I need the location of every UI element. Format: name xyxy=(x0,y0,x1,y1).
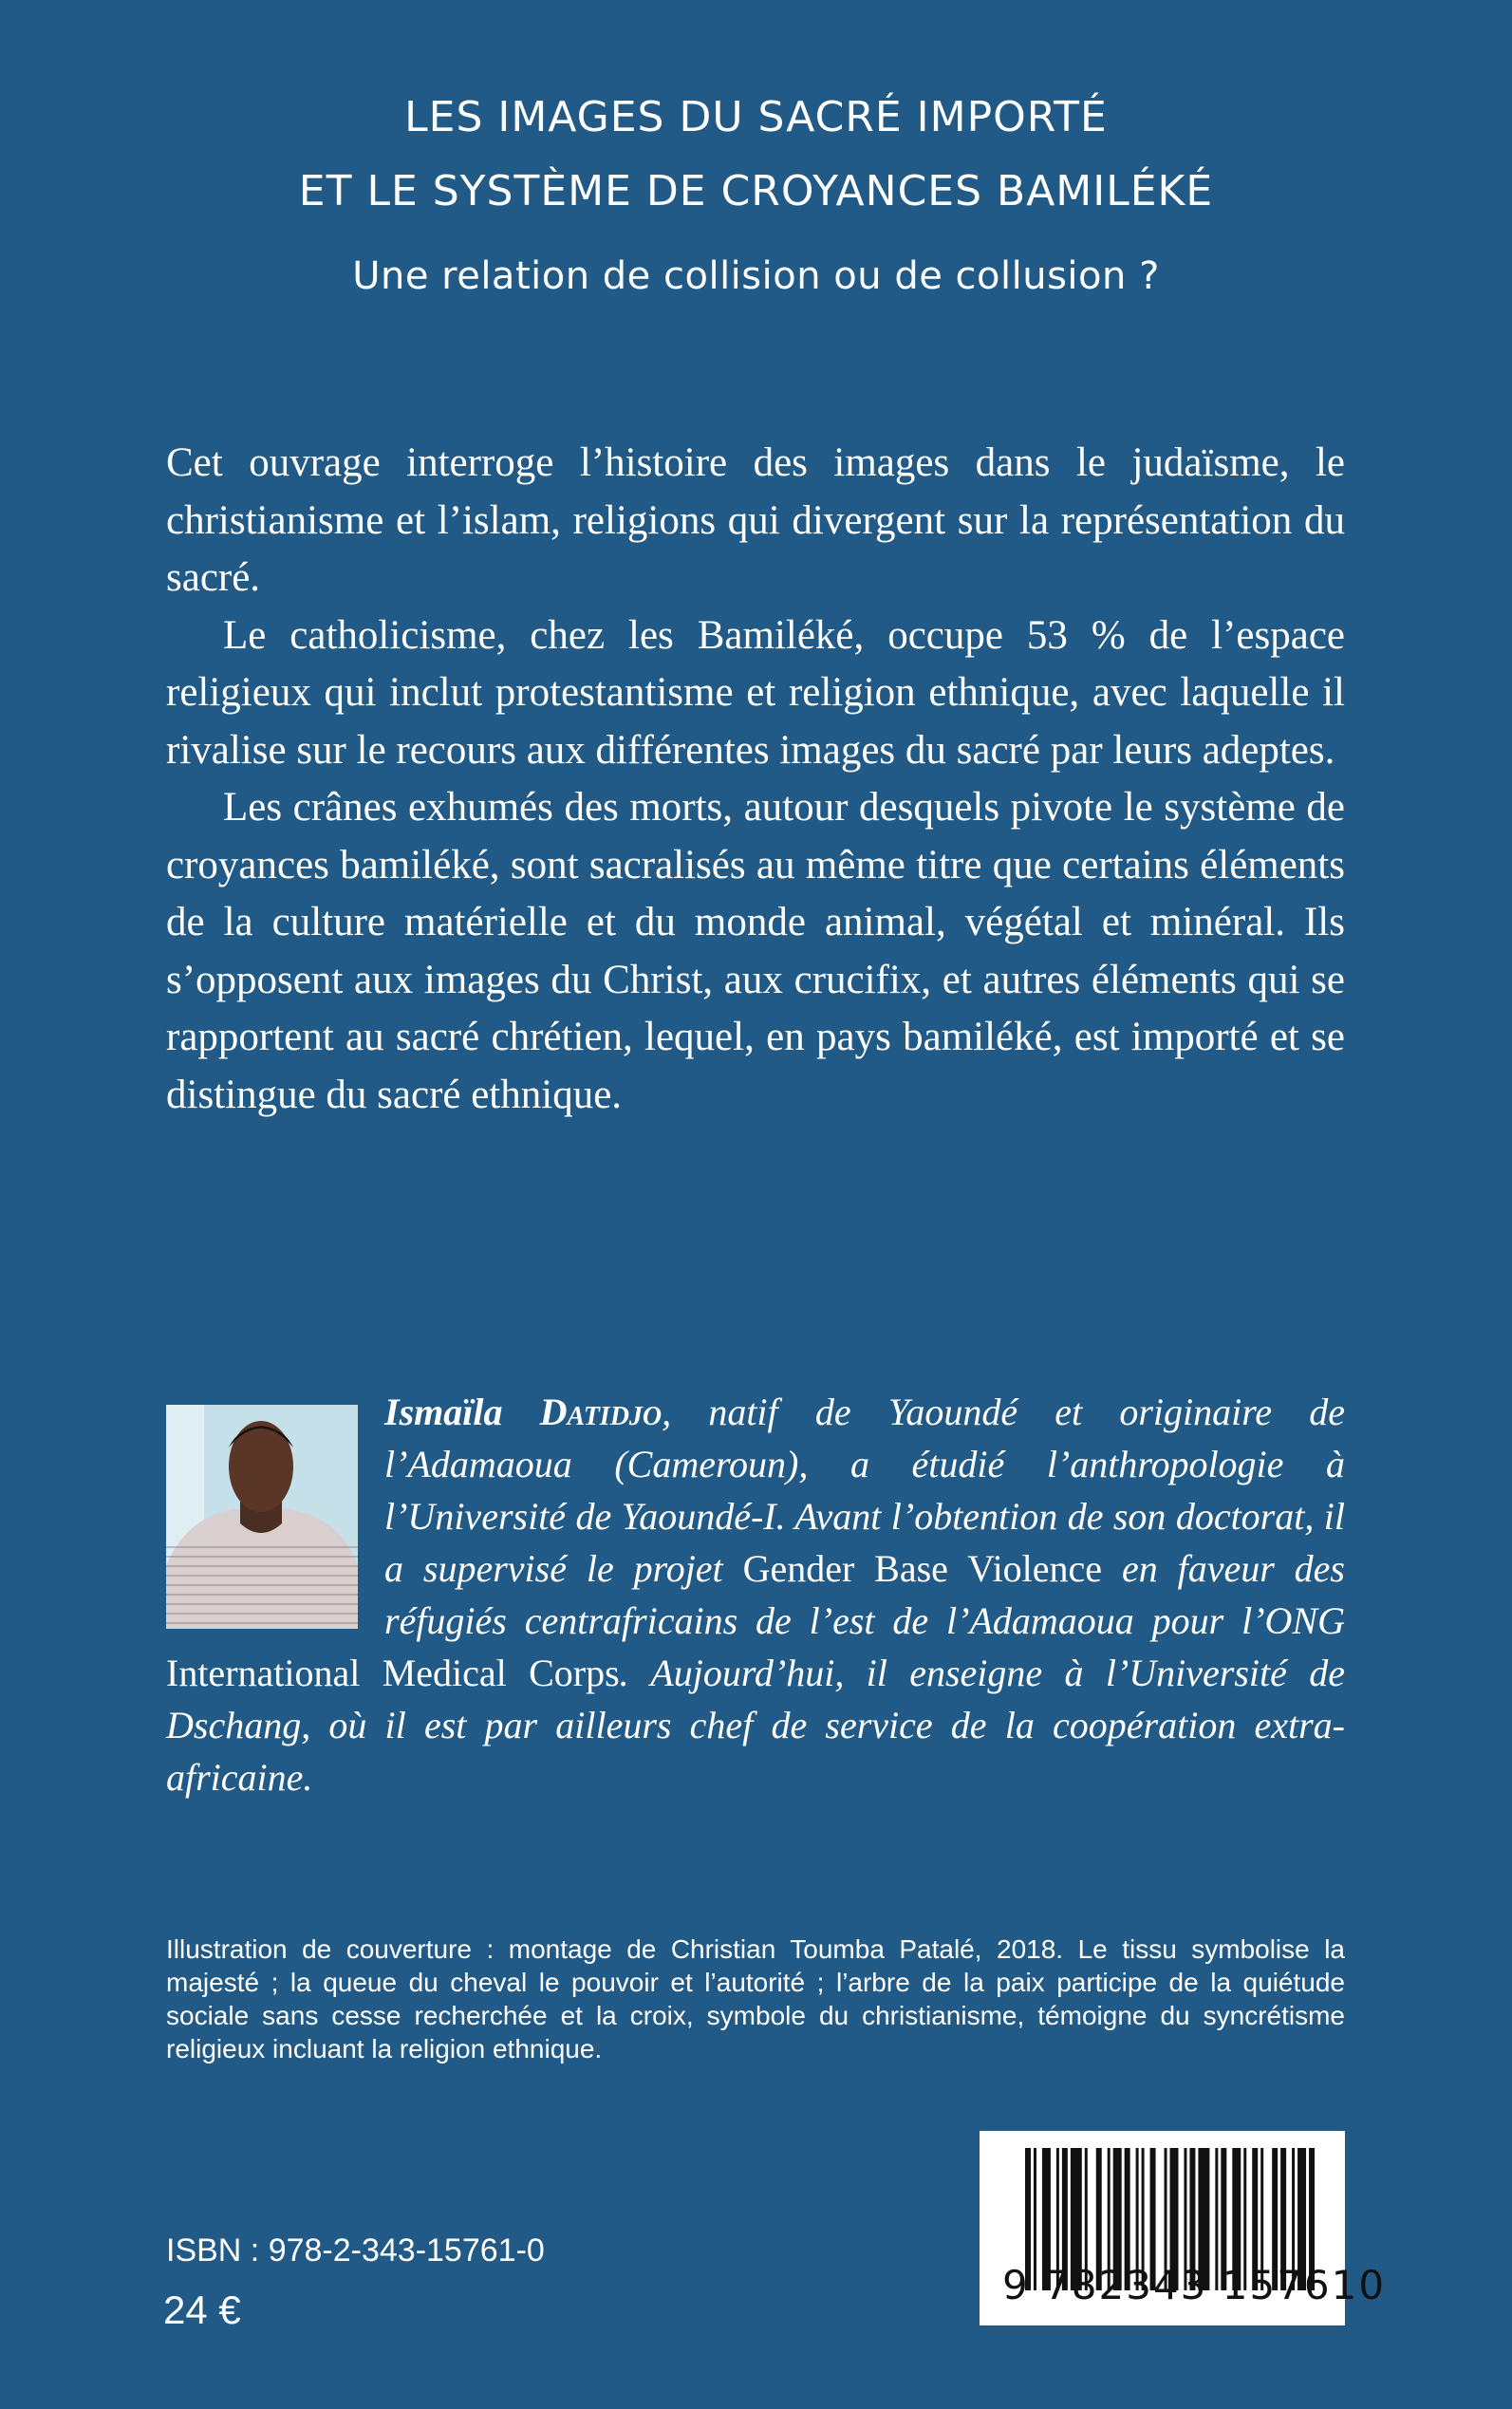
barcode-number: 9 782343 157610 xyxy=(1002,2262,1387,2308)
author-portrait-image xyxy=(166,1405,358,1629)
author-last-name: Datidjo xyxy=(539,1391,663,1433)
book-subtitle: Une relation de collision ou de collusion ? xyxy=(352,254,1160,298)
isbn: ISBN : 978-2-343-15761-0 xyxy=(166,2232,545,2269)
price: 24 € xyxy=(163,2288,241,2332)
book-title-line-1: LES IMAGES DU SACRÉ IMPORTÉ xyxy=(404,93,1108,141)
cover-illustration-credits: Illustration de couverture : montage de Christian Toumba Patalé, 2018. Le tissu symbolise la majesté ; la queue du cheval le pouvoir et l’autorité ; l’arbre de la paix participe de la quiétude sociale sans cesse recherchée et la croix, symbole du christianisme, témoigne du syncrétisme religieux incluant la religion ethnique. xyxy=(166,1934,1345,2064)
barcode xyxy=(980,2131,1387,2325)
bio-text: , natif de Yaoundé et originaire de l’Adamaoua (Cameroun), a étudié l’anthropologie à l’Université de Yaoundé-I. Avant l’obtention de son doctorat, il a supervisé le projet xyxy=(384,1391,1345,1590)
project-name: Gender Base Violence xyxy=(742,1547,1103,1590)
book-title-line-2: ET LE SYSTÈME DE CROYANCES BAMILÉKÉ xyxy=(298,167,1214,215)
summary-paragraph: Les crânes exhumés des morts, autour desquels pivote le système de croyances bamiléké, sont sacralisés au même titre que certains éléments de la culture matérielle et du monde animal, végétal et minéral. Ils s’opposent aux images du Christ, aux crucifix, et autres éléments qui se rapportent au sacré chrétien, lequel, en pays bamiléké, est importé et se distingue du sacré ethnique. xyxy=(166,785,1345,1117)
bio-text: en faveur des réfugiés centrafricains de l’est de l’Adamaoua pour l’ONG xyxy=(384,1547,1345,1642)
author-photo xyxy=(166,1405,358,1629)
ngo-name: International Medical Corps xyxy=(166,1652,620,1694)
summary-paragraph: Le catholicisme, chez les Bamiléké, occupe 53 % de l’espace religieux qui inclut protestantisme et religion ethnique, avec laquelle il rivalise sur le recours aux différentes images du sacré par leurs adeptes. xyxy=(166,612,1345,773)
author-bio xyxy=(166,1386,1345,1803)
author-first-name: Ismaïla xyxy=(384,1391,503,1433)
summary xyxy=(166,435,1345,1124)
bio-text: . Aujourd’hui, il enseigne à l’Université de Dschang, où il est par ailleurs chef de service de la coopération extra-africaine. xyxy=(166,1652,1345,1799)
summary-paragraph: Cet ouvrage interroge l’histoire des images dans le judaïsme, le christianisme et l’islam, religions qui divergent sur la représentation du sacré. xyxy=(166,440,1345,600)
